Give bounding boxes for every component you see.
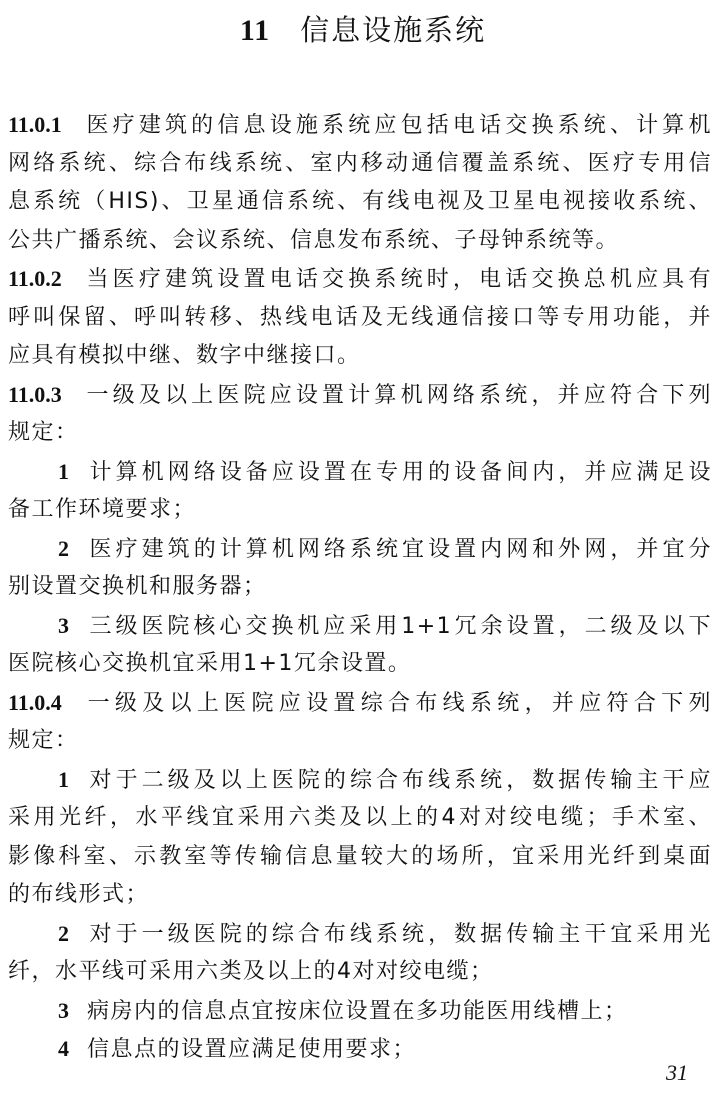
item-text: 对于一级医院的综合布线系统，数据传输主干宜采用光: [87, 921, 712, 947]
item-text: 对于二级及以上医院的综合布线系统，数据传输主干应: [87, 767, 712, 793]
item-number: 1: [58, 458, 69, 484]
list-item: [8, 761, 712, 800]
clause-text: 一级及以上医院应设置综合布线系统，并应符合下列: [83, 690, 712, 716]
list-item: [8, 915, 712, 954]
list-item: [8, 453, 712, 492]
item-number: 3: [58, 612, 69, 638]
chapter-title: 信息设施系统: [300, 13, 487, 47]
item-number: 1: [58, 766, 69, 792]
page-number: 31: [666, 1060, 688, 1085]
item-text: 三级医院核心交换机应采用1+1冗余设置，二级及以下: [87, 613, 712, 639]
clause-text-line: 应具有模拟中继、数字中继接口。: [8, 343, 361, 368]
item-text: 信息点的设置应满足使用要求；: [87, 1037, 417, 1062]
clause-11-0-1-line-1: [8, 106, 712, 145]
clause-text: 医疗建筑的信息设施系统应包括电话交换系统、计算机: [83, 113, 712, 138]
item-text-line: 备工作环境要求；: [8, 497, 197, 522]
clause-number: 11.0.3: [8, 381, 62, 407]
clause-text-line: 规定：: [8, 728, 79, 753]
item-text-line: 别设置交换机和服务器；: [8, 574, 267, 599]
item-number: 3: [58, 997, 69, 1023]
clause-11-0-3-line-1: [8, 376, 712, 415]
item-text-line: 影像科室、示教室等传输信息量较大的场所，宜采用光纤到桌面: [8, 843, 712, 869]
clause-number: 11.0.4: [8, 689, 62, 715]
chapter-heading: [0, 8, 726, 53]
item-text: 病房内的信息点宜按床位设置在多功能医用线槽上；: [87, 998, 628, 1024]
item-number: 2: [58, 920, 69, 946]
clause-text-line: 息系统（HIS)、卫星通信系统、有线电视及卫星电视接收系统、: [8, 189, 712, 214]
clause-number: 11.0.1: [8, 112, 62, 137]
item-text: 计算机网络设备应设置在专用的设备间内，并应满足设: [87, 459, 712, 485]
clause-text-line: 网络系统、综合布线系统、室内移动通信覆盖系统、医疗专用信: [8, 150, 712, 176]
list-item: [8, 530, 712, 569]
clause-11-0-2-line-1: [8, 260, 712, 299]
item-text-line: 纤，水平线可采用六类及以上的4对对绞电缆；: [8, 959, 494, 984]
item-text: 医疗建筑的计算机网络系统宜设置内网和外网，并宜分: [87, 536, 712, 562]
clause-text-line: 公共广播系统、会议系统、信息发布系统、子母钟系统等。: [8, 227, 620, 253]
clause-11-0-4-line-1: [8, 684, 712, 723]
list-item: [8, 1030, 712, 1069]
item-number: 2: [58, 535, 69, 561]
document-body: [8, 106, 712, 1069]
clause-text-line: 呼叫保留、呼叫转移、热线电话及无线通信接口等专用功能，并: [8, 304, 712, 330]
item-text-line: 医院核心交换机宜采用1+1冗余设置。: [8, 651, 412, 676]
item-number: 4: [58, 1036, 69, 1061]
clause-text: 一级及以上医院应设置计算机网络系统，并应符合下列: [83, 382, 712, 408]
clause-number: 11.0.2: [8, 266, 62, 291]
chapter-number: 11: [239, 14, 271, 47]
list-item: [8, 992, 712, 1031]
list-item: [8, 607, 712, 646]
clause-text: 当医疗建筑设置电话交换系统时，电话交换总机应具有: [83, 267, 712, 292]
item-text-line: 的布线形式；: [8, 882, 150, 907]
item-text-line: 采用光纤，水平线宜采用六类及以上的4对对绞电缆；手术室、: [8, 805, 712, 830]
clause-text-line: 规定：: [8, 420, 79, 445]
